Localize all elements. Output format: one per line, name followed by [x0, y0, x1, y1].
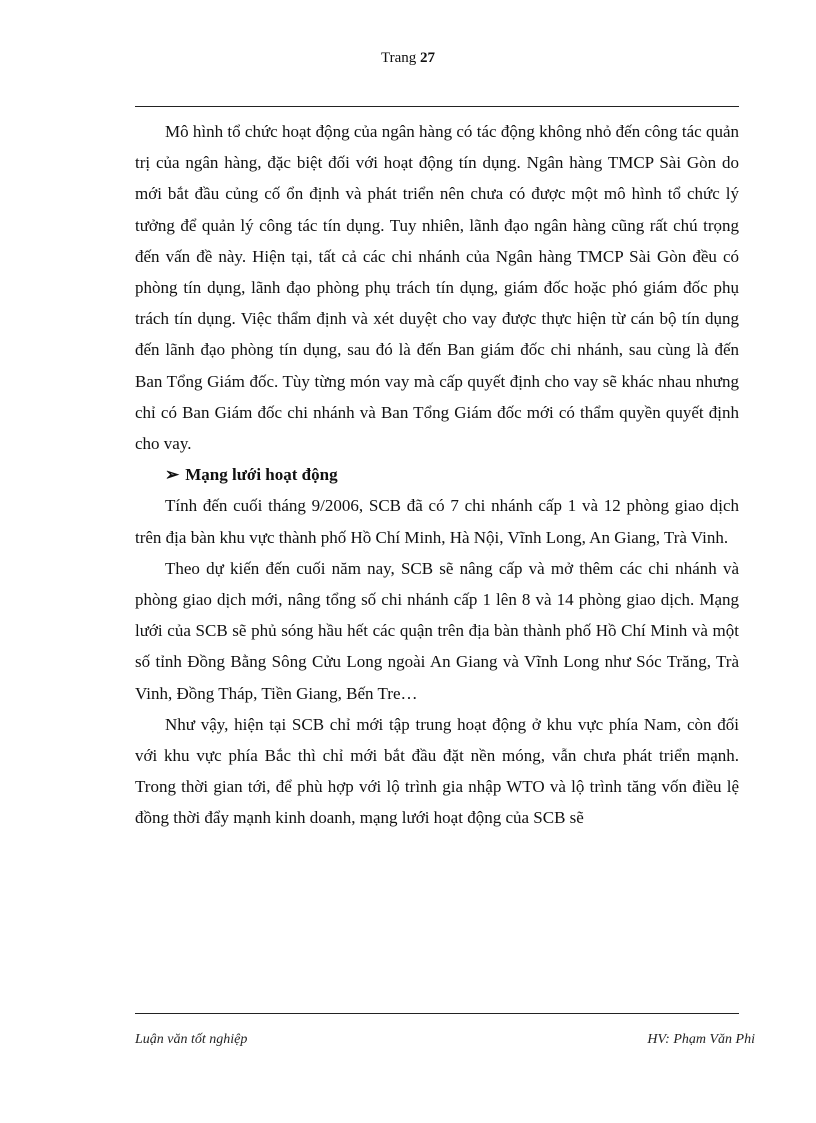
section-heading — [135, 459, 739, 490]
paragraph: Mô hình tổ chức hoạt động của ngân hàng có tác động không nhỏ đến công tác quản trị của ngân hàng, đặc biệt đối với hoạt động tín dụng. Ngân hàng TMCP Sài Gòn do mới bắt đầu củng cố ổn định và phát triển nên chưa có được một mô hình tổ chức lý tưởng để quản lý công tác tín dụng. Tuy nhiên, lãnh đạo ngân hàng cũng rất chú trọng đến vấn đề này. Hiện tại, tất cả các chi nhánh của Ngân hàng TMCP Sài Gòn đều có phòng tín dụng, lãnh đạo phòng phụ trách tín dụng, giám đốc hoặc phó giám đốc phụ trách tín dụng. Việc thẩm định và xét duyệt cho vay được thực hiện từ cán bộ tín dụng đến lãnh đạo phòng tín dụng, sau đó là đến Ban giám đốc chi nhánh, sau cùng là đến Ban Tổng Giám đốc. Tùy từng món vay mà cấp quyết định cho vay sẽ khác nhau nhưng chỉ có Ban Giám đốc chi nhánh và Ban Tổng Giám đốc mới có thẩm quyền quyết định cho vay. — [135, 122, 739, 454]
page-header — [0, 50, 816, 67]
arrow-bullet-icon: ➢ — [165, 465, 180, 485]
footer-thesis-label: Luận văn tốt nghiệp — [135, 1032, 248, 1047]
header-divider — [135, 106, 739, 107]
paragraph: Tính đến cuối tháng 9/2006, SCB đã có 7 chi nhánh cấp 1 và 12 phòng giao dịch trên địa bàn khu vực thành phố Hồ Chí Minh, Hà Nội, Vĩnh Long, An Giang, Trà Vinh. — [135, 496, 739, 547]
body-content — [135, 116, 739, 834]
paragraph: Theo dự kiến đến cuối năm nay, SCB sẽ nâng cấp và mở thêm các chi nhánh và phòng giao dịch mới, nâng tổng số chi nhánh cấp 1 lên 8 và 14 phòng giao dịch. Mạng lưới của SCB sẽ phủ sóng hầu hết các quận trên địa bàn thành phố Hồ Chí Minh và một số tỉnh Đồng Bằng Sông Cửu Long ngoài An Giang và Vĩnh Long như Sóc Trăng, Trà Vinh, Đồng Tháp, Tiền Giang, Bến Tre… — [135, 558, 739, 703]
page-number: 27 — [420, 50, 436, 66]
page-label: Trang — [380, 50, 417, 66]
footer-author: HV: Phạm Văn Phi — [647, 1032, 755, 1047]
footer-divider — [135, 1013, 739, 1014]
paragraph: Như vậy, hiện tại SCB chỉ mới tập trung hoạt động ở khu vực phía Nam, còn đối với khu vực phía Bắc thì chỉ mới bắt đầu đặt nền móng, vẫn chưa phát triển mạnh. Trong thời gian tới, để phù hợp với lộ trình gia nhập WTO và lộ trình tăng vốn điều lệ đồng thời đẩy mạnh kinh doanh, mạng lưới hoạt động của SCB sẽ — [135, 714, 739, 828]
page-footer — [135, 1032, 755, 1048]
section-title: Mạng lưới hoạt động — [185, 465, 338, 485]
